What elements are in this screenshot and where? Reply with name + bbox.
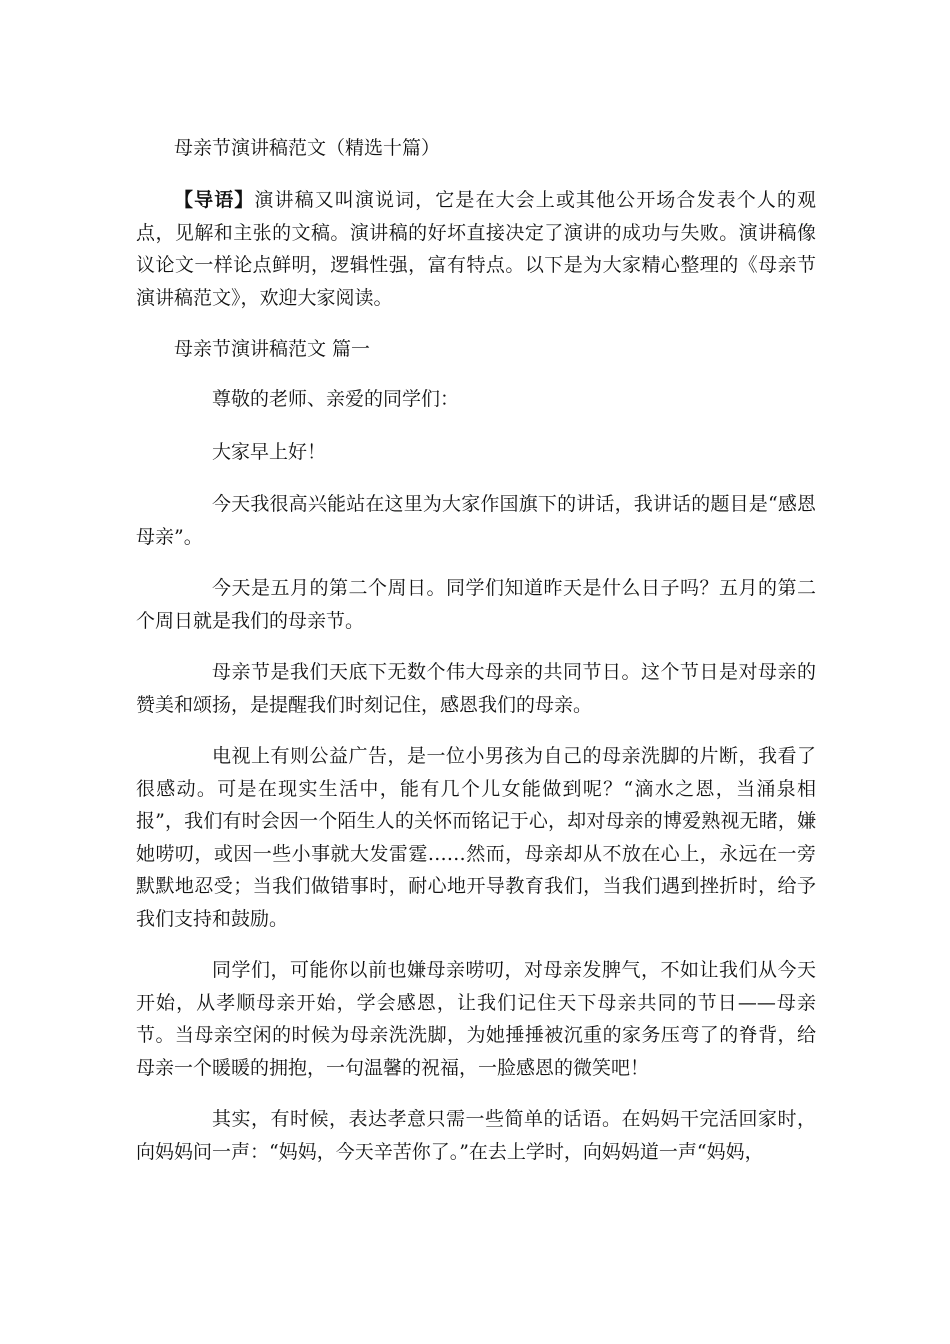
document-page (136, 132, 816, 1187)
intro-label: 【导语】 (174, 189, 255, 211)
paragraph: 同学们，可能你以前也嫌母亲唠叨，对母亲发脾气，不如让我们从今天开始，从孝顺母亲开始，学会感恩，让我们记住天下母亲共同的节日——母亲节。当母亲空闲的时候为母亲洗洗脚，为她捶捶被沉重的家务压弯了的脊背，给母亲一个暖暖的拥抱，一句温馨的祝福，一脸感恩的微笑吧！ (136, 959, 816, 1079)
paragraph-greeting: 大家早上好！ (212, 440, 327, 463)
intro-text: 演讲稿又叫演说词，它是在大会上或其他公开场合发表个人的观点，见解和主张的文稿。演讲稿的好坏直接决定了演讲的成功与失败。演讲稿像议论文一样论点鲜明，逻辑性强，富有特点。以下是为大家精心整理的《母亲节演讲稿范文》，欢迎大家阅读。 (136, 189, 816, 309)
paragraph: 电视上有则公益广告，是一位小男孩为自己的母亲洗脚的片断，我看了很感动。可是在现实生活中，能有几个儿女能做到呢？“滴水之恩，当涌泉相报”，我们有时会因一个陌生人的关怀而铭记于心，却对母亲的博爱熟视无睹，嫌她唠叨，或因一些小事就大发雷霆……然而，母亲却从不放在心上，永远在一旁默默地忍受；当我们做错事时，耐心地开导教育我们，当我们遇到挫折时，给予我们支持和鼓励。 (136, 745, 816, 930)
intro-paragraph (136, 184, 816, 314)
paragraph: 其实，有时候，表达孝意只需一些简单的话语。在妈妈干完活回家时，向妈妈问一声：“妈妈，今天辛苦你了。”在去上学时，向妈妈道一声“妈妈， (136, 1108, 816, 1163)
section-title: 母亲节演讲稿范文 篇一 (174, 338, 371, 360)
paragraph: 母亲节是我们天底下无数个伟大母亲的共同节日。这个节日是对母亲的赞美和颂扬，是提醒我们时刻记住，感恩我们的母亲。 (136, 661, 816, 716)
paragraph: 今天是五月的第二个周日。同学们知道昨天是什么日子吗？五月的第二个周日就是我们的母亲节。 (136, 577, 816, 632)
paragraph-salutation: 尊敬的老师、亲爱的同学们： (212, 388, 460, 410)
paragraph: 今天我很高兴能站在这里为大家作国旗下的讲话，我讲话的题目是“感恩母亲”。 (136, 493, 816, 548)
document-title: 母亲节演讲稿范文（精选十篇） (174, 137, 441, 159)
